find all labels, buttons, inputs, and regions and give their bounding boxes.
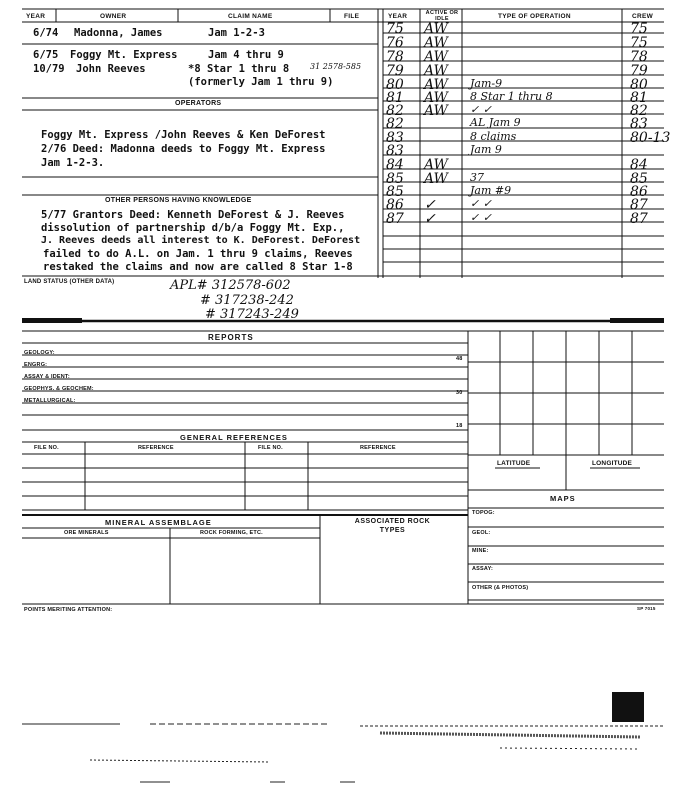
other-persons-line: failed to do A.L. on Jam. 1 thru 9 claims, Reeves [43,248,353,260]
general-references-title: GENERAL REFERENCES [180,433,288,442]
activity-operation: Jam 9 [470,143,502,156]
other-persons-line: J. Reeves deeds all interest to K. DeForest. DeForest [41,235,361,246]
activity-operation: Jam #9 [470,184,512,197]
activity-status: AW [424,35,448,51]
map-geol-label: GEOL: [472,530,491,536]
activity-crew: 75 [630,21,648,37]
operator-line: 2/76 Deed: Madonna deeds to Foggy Mt. Express [41,143,326,155]
activity-status: AW [424,157,448,173]
activity-year: 80 [386,77,404,93]
owner-date: 6/75 [33,49,59,61]
claim-name: Jam 4 thru 9 [208,49,284,61]
activity-crew: 84 [630,157,648,173]
activity-operation: 8 Star 1 thru 8 [470,90,553,103]
activity-year: 75 [386,21,404,37]
land-status-entry: # 317243-249 [205,307,299,322]
land-status-entry: APL# 312578-602 [170,278,291,293]
activity-crew: 79 [630,63,648,79]
activity-year: 85 [386,184,404,200]
header-file: FILE [344,13,360,20]
owner-name: Foggy Mt. Express [70,49,178,61]
ref-file-no-header-2: FILE NO. [258,445,283,451]
claim-former-name-note: (formerly Jam 1 thru 9) [188,76,334,88]
latitude-label: LATITUDE [497,460,531,467]
activity-year: 82 [386,116,404,132]
header-active-or-idle: ACTIVE OR IDLE [425,10,459,22]
activity-crew: 82 [630,103,648,119]
form-number: SP 7015 [637,606,656,611]
activity-crew: 78 [630,49,648,65]
operator-line: Jam 1-2-3. [41,157,105,169]
activity-year: 85 [386,171,404,187]
activity-year: 76 [386,35,404,51]
operator-line: Foggy Mt. Express /John Reeves & Ken DeForest [41,129,326,141]
activity-operation: ✓ ✓ [470,197,492,210]
activity-year: 87 [386,211,404,227]
activity-crew: 86 [630,184,648,200]
activity-crew: 80 [630,77,648,93]
activity-status: ✓ [424,211,436,227]
owner-name: Madonna, James [74,27,163,39]
other-persons-line: 5/77 Grantors Deed: Kenneth DeForest & J. Reeves [41,209,345,221]
ref-file-no-header: FILE NO. [34,445,59,451]
activity-year: 83 [386,130,404,146]
header-claim-name: CLAIM NAME [228,13,273,20]
report-assay-number: 30 [456,390,463,396]
map-mine-label: MINE: [472,548,489,554]
points-meriting-attention-label: POINTS MERITING ATTENTION: [24,607,113,613]
report-assay-label: ASSAY & IDENT: [24,374,70,380]
ore-minerals-header: ORE MINERALS [64,530,109,536]
map-other-label: OTHER (& PHOTOS) [472,585,529,591]
activity-status: AW [424,103,448,119]
other-persons-line: restaked the claims and now are called 8 Star 1-8 [43,261,353,273]
activity-status: AW [424,77,448,93]
activity-status: AW [424,171,448,187]
report-geology-label: GEOLOGY: [24,350,55,356]
report-engineering-label: ENGRG: [24,362,48,368]
activity-crew: 87 [630,211,648,227]
activity-crew: 83 [630,116,648,132]
activity-year: 82 [386,103,404,119]
activity-year: 79 [386,63,404,79]
other-persons-title: OTHER PERSONS HAVING KNOWLEDGE [105,197,252,204]
header-owner: OWNER [100,13,127,20]
longitude-label: LONGITUDE [592,460,633,467]
activity-year: 83 [386,143,404,159]
activity-operation: AL Jam 9 [470,116,521,129]
header-year: YEAR [26,13,46,20]
owner-name: John Reeves [76,63,146,75]
activity-crew: 81 [630,90,648,106]
activity-crew: 87 [630,197,648,213]
activity-status: ✓ [424,197,436,213]
rock-forming-header: ROCK FORMING, ETC. [200,530,263,536]
land-status-label: LAND STATUS (OTHER DATA) [24,279,115,285]
activity-operation: ✓ ✓ [470,103,492,116]
header-type-of-operation: TYPE OF OPERATION [498,13,571,20]
activity-operation: Jam-9 [470,77,503,90]
activity-operation: 8 claims [470,130,517,143]
operators-title: OPERATORS [175,100,222,107]
report-geology-number: 48 [456,356,463,362]
mineral-assemblage-title: MINERAL ASSEMBLAGE [105,518,212,527]
activity-year: 86 [386,197,404,213]
claim-number-note: 31 2578-585 [310,62,362,71]
activity-year: 84 [386,157,404,173]
header-crew: CREW [632,13,654,20]
activity-status: AW [424,21,448,37]
maps-title: MAPS [550,494,576,503]
header-year-activity: YEAR [388,13,408,20]
claim-name: *8 Star 1 thru 8 [188,63,290,75]
map-topog-label: TOPOG: [472,510,495,516]
activity-crew: 85 [630,171,648,187]
activity-operation: ✓ ✓ [470,211,492,224]
land-status-entry: # 317238-242 [200,293,294,308]
activity-status: AW [424,49,448,65]
activity-status: AW [424,90,448,106]
report-geophysics-label: GEOPHYS. & GEOCHEM: [24,386,94,392]
report-metallurgical-label: METALLURGICAL: [24,398,76,404]
owner-date: 6/74 [33,27,59,39]
activity-year: 78 [386,49,404,65]
ref-reference-header: REFERENCE [138,445,174,451]
activity-year: 81 [386,90,404,106]
ref-reference-header-2: REFERENCE [360,445,396,451]
activity-crew: 80-13 [630,130,671,146]
owner-date: 10/79 [33,63,65,75]
report-metallurgical-number: 18 [456,423,463,429]
activity-status: AW [424,63,448,79]
reports-title: REPORTS [208,333,254,342]
associated-rock-types-title: ASSOCIATED ROCK TYPES [354,518,431,534]
other-persons-line: dissolution of partnership d/b/a Foggy Mt. Exp., [41,222,345,234]
activity-crew: 75 [630,35,648,51]
activity-operation: 37 [470,171,484,184]
map-assay-label: ASSAY: [472,566,494,572]
claim-name: Jam 1-2-3 [208,27,265,39]
